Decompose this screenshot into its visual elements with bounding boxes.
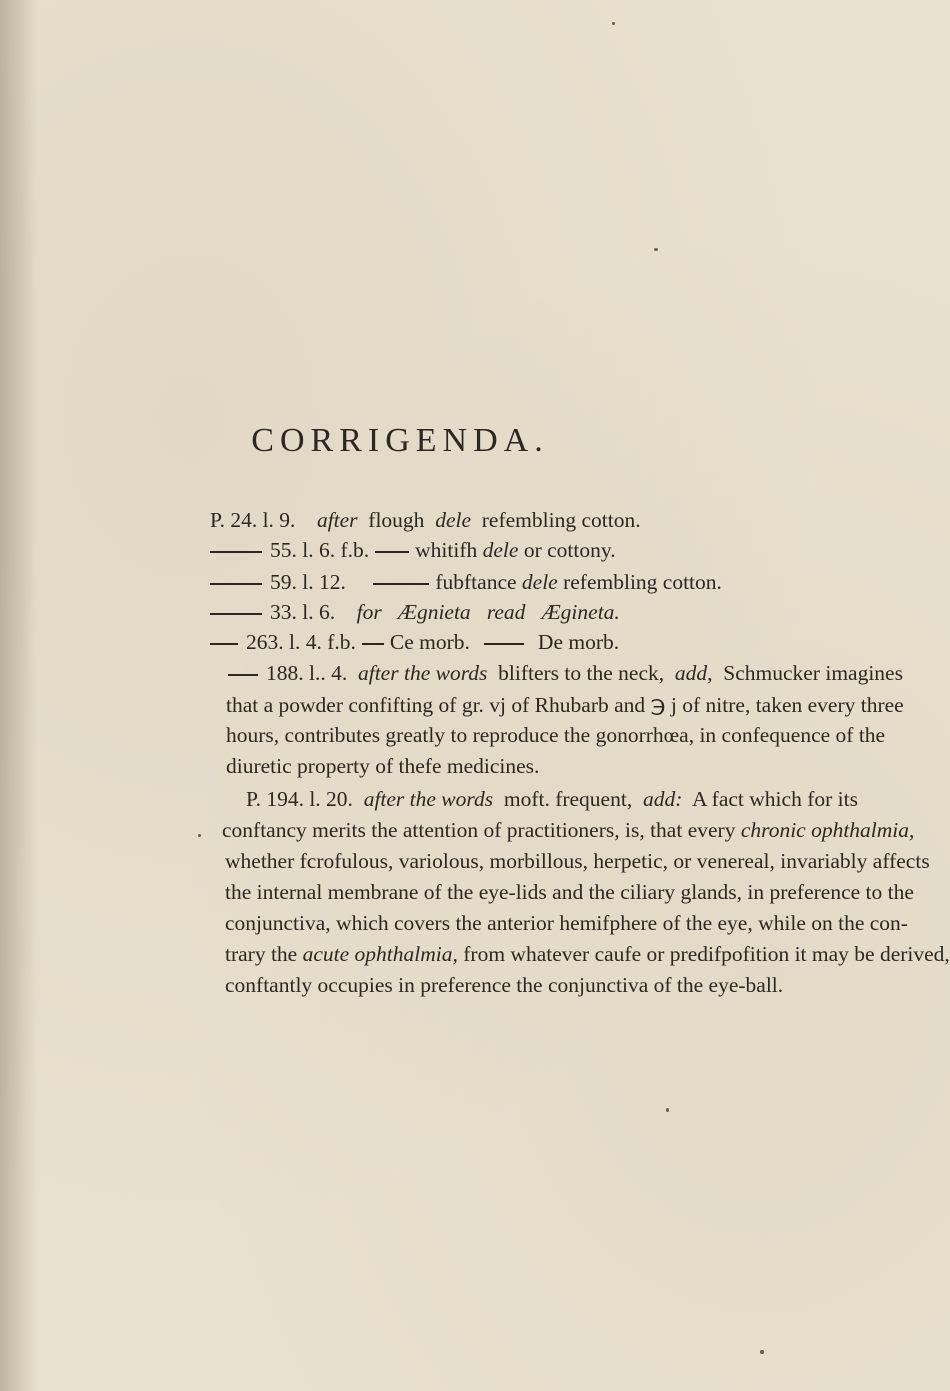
entry-continuation: conftantly occupies in preference the conjunctiva of the eye-ball. [225, 973, 784, 997]
entry-continuation [222, 815, 914, 845]
entry-text: Schmucker imagines [723, 661, 903, 685]
entry-text: conftancy merits the attention of practitioners, is, that every [222, 818, 736, 842]
entry-word: whitifh [415, 538, 478, 562]
entry-italic: acute ophthalmia, [302, 942, 458, 966]
ditto-dash [362, 643, 384, 645]
corrigendum-entry-3 [210, 567, 722, 597]
entry-instruction: add: [642, 787, 683, 811]
ditto-dash [373, 583, 429, 585]
entry-instruction: dele [482, 538, 519, 562]
entry-continuation: the internal membrane of the eye-lids and the ciliary glands, in preference to the [225, 880, 914, 904]
ditto-dash [228, 674, 258, 676]
entry-ref: 188. l.. 4. [266, 661, 348, 685]
ditto-dash [210, 551, 262, 553]
entry-continuation: diuretic property of thefe medicines. [226, 754, 540, 778]
entry-word: Ce morb. [389, 630, 470, 654]
entry-continuation: conjunctiva, which covers the anterior hemifphere of the eye, while on the con- [225, 911, 908, 935]
corrigendum-entry-7 [246, 784, 858, 814]
entry-text: De morb. [537, 630, 620, 654]
entry-instruction: dele [435, 508, 471, 532]
paper-speck [666, 1108, 669, 1112]
paper-speck [760, 1350, 764, 1354]
entry-text: from whatever caufe or predifpofition it may be derived, [463, 942, 950, 966]
entry-instruction: for [356, 600, 382, 624]
entry-instruction: after the words [363, 787, 494, 811]
entry-continuation: whether fcrofulous, variolous, morbillous, herpetic, or venereal, invariably affects [225, 849, 930, 873]
entry-ref: 33. l. 6. [270, 600, 336, 624]
entry-text: blifters to the neck, [498, 661, 665, 685]
corrigendum-entry-5 [210, 627, 619, 657]
entry-ref: P. 194. l. 20. [246, 787, 353, 811]
entry-ref: P. 24. l. 9. [210, 508, 296, 532]
entry-italic: chronic ophthalmia, [740, 818, 915, 842]
corrigendum-entry-6 [228, 658, 903, 688]
entry-text: refembling cotton. [563, 570, 722, 594]
entry-text: refembling cotton. [481, 508, 641, 532]
entry-instruction: read [486, 600, 526, 624]
ditto-dash [484, 643, 524, 645]
entry-word: Ægnieta [397, 600, 471, 624]
entry-instruction: after [316, 508, 358, 532]
entry-word: fubftance [435, 570, 517, 594]
entry-continuation [225, 939, 950, 969]
paper-speck [612, 22, 615, 25]
entry-text: moft. frequent, [503, 787, 633, 811]
ditto-dash [210, 583, 262, 585]
entry-text: or cottony. [523, 538, 616, 562]
corrigendum-entry-2 [210, 535, 616, 565]
page-heading: CORRIGENDA. [251, 422, 549, 459]
page-edge-shadow [0, 0, 38, 1391]
corrigendum-entry-1 [210, 505, 641, 535]
entry-ref: 263. l. 4. f.b. [246, 630, 356, 654]
entry-continuation: hours, contributes greatly to reproduce the gonorrhœa, in confequence of the [226, 723, 886, 747]
ditto-dash [210, 613, 262, 615]
entry-instruction: dele [521, 570, 558, 594]
entry-text: Ægineta. [541, 600, 620, 624]
paper-speck [654, 248, 658, 251]
entry-ref: 55. l. 6. f.b. [270, 538, 370, 562]
ditto-dash [375, 551, 409, 553]
corrigendum-entry-4 [210, 597, 620, 627]
entry-instruction: add, [674, 661, 713, 685]
entry-ref: 59. l. 12. [270, 570, 346, 594]
entry-text: A fact which for its [691, 787, 858, 811]
entry-continuation: that a powder confifting of gr. vj of Rhubarb and ℈ j of nitre, taken every three [226, 693, 904, 717]
entry-word: flough [368, 508, 425, 532]
entry-text: trary the [225, 942, 298, 966]
paper-speck [198, 834, 201, 837]
entry-instruction: after the words [357, 661, 488, 685]
ditto-dash [210, 643, 238, 645]
